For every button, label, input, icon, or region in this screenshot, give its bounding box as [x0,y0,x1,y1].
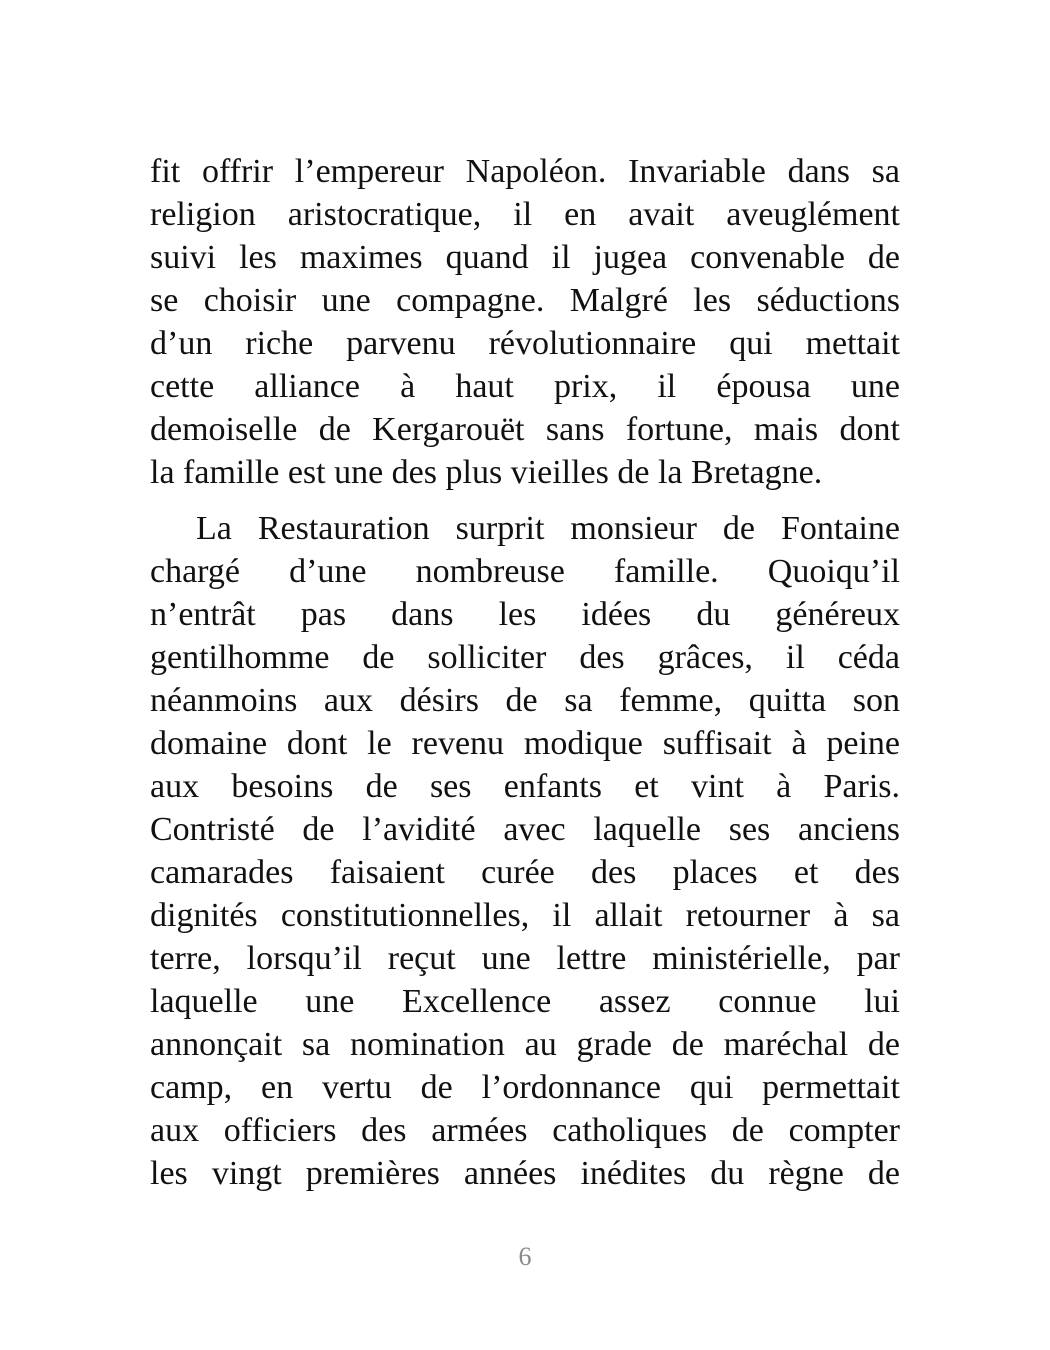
text-line: La Restauration surprit monsieur de Fontaine [196,510,900,547]
text-line: chargé d’une nombreuse famille. Quoiqu’il [150,553,900,590]
paragraph-1 [150,150,900,494]
text-line: annonçait sa nomination au grade de maréchal de [150,1026,900,1063]
text-line: fit offrir l’empereur Napoléon. Invariable dans sa [150,153,900,190]
text-line: camp, en vertu de l’ordonnance qui permettait [150,1069,900,1106]
text-line: aux besoins de ses enfants et vint à Paris. [150,768,900,805]
text-line: demoiselle de Kergarouët sans fortune, mais dont [150,411,900,448]
text-line: camarades faisaient curée des places et des [150,854,900,891]
text-line: religion aristocratique, il en avait aveuglément [150,196,900,233]
text-line: dignités constitutionnelles, il allait retourner à sa [150,897,900,934]
text-line: terre, lorsqu’il reçut une lettre ministérielle, par [150,940,900,977]
text-line: se choisir une compagne. Malgré les séductions [150,282,900,319]
body-text [150,150,900,1195]
text-line: Contristé de l’avidité avec laquelle ses anciens [150,811,900,848]
text-line: la famille est une des plus vieilles de la Bretagne. [150,454,823,491]
text-line: laquelle une Excellence assez connue lui [150,983,900,1020]
text-line: les vingt premières années inédites du règne de [150,1155,900,1192]
text-line: aux officiers des armées catholiques de compter [150,1112,900,1149]
text-line: néanmoins aux désirs de sa femme, quitta son [150,682,900,719]
text-line: cette alliance à haut prix, il épousa une [150,368,900,405]
paragraph-2 [150,507,900,1195]
text-line: domaine dont le revenu modique suffisait à peine [150,725,900,762]
text-line: d’un riche parvenu révolutionnaire qui mettait [150,325,900,362]
paragraph-gap [150,494,900,507]
text-line: suivi les maximes quand il jugea convenable de [150,239,900,276]
page-number: 6 [518,1242,532,1271]
text-line: n’entrât pas dans les idées du généreux [150,596,900,633]
text-line: gentilhomme de solliciter des grâces, il céda [150,639,900,676]
